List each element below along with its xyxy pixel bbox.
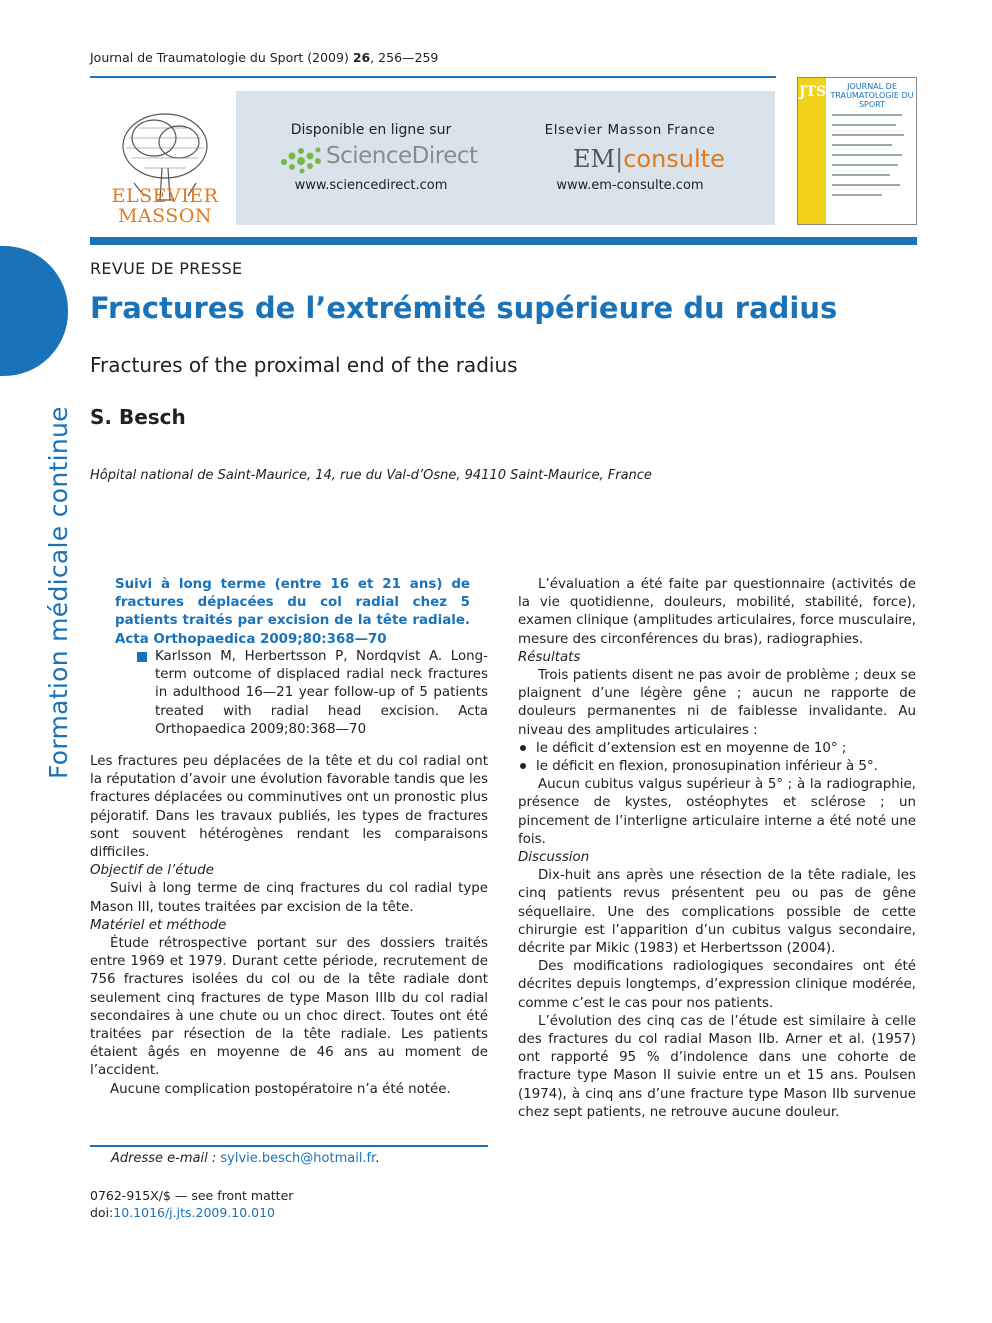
cover-abbrev: JTS: [799, 84, 827, 100]
discussion-heading: Discussion: [518, 850, 590, 866]
side-section-label: Formation médicale continue: [44, 406, 73, 779]
footnote-rule: [90, 1145, 488, 1147]
journal-name: Journal de Traumatologie du Sport (2009): [90, 50, 349, 65]
header-rule: [90, 76, 776, 78]
doi-link[interactable]: 10.1016/j.jts.2009.10.010: [113, 1205, 276, 1220]
bullet-icon: [520, 763, 526, 769]
reviewed-article-heading: Suivi à long terme (entre 16 et 21 ans) de fractures déplacées du col radial chez 5 patients traités par excision de la tête radiale. Acta Orthopaedica 2009;80:368—70: [115, 577, 470, 647]
reviewed-article-reference: Karlsson M, Herbertsson P, Nordqvist A. Long-term outcome of displaced radial neck fractures in adulthood 16—21 year follow-up of 5 patients treated with radial head excision. Acta Orthopaedica 2009;80:368—70: [155, 649, 488, 737]
results-bullet-2: le déficit en flexion, pronosupination inférieur à 5°.: [518, 758, 916, 776]
article-title: Fractures de l’extrémité supérieure du radius: [90, 291, 838, 325]
em-consulte-logo: EM|consulte: [573, 145, 725, 173]
journal-reference: [90, 50, 438, 65]
section-label: REVUE DE PRESSE: [90, 259, 243, 278]
doi-line: doi:10.1016/j.jts.2009.10.010: [90, 1205, 276, 1220]
bullet-icon: [520, 745, 526, 751]
sciencedirect-wordmark: ScienceDirect: [326, 143, 478, 169]
available-online-label: Disponible en ligne sur: [290, 122, 452, 138]
methods-heading: Matériel et méthode: [90, 917, 227, 933]
article-subtitle: Fractures of the proximal end of the radius: [90, 353, 518, 377]
journal-cover-thumbnail: [797, 77, 917, 225]
complications-paragraph: Aucune complication postopératoire n’a été notée.: [110, 1081, 451, 1097]
article-author: S. Besch: [90, 405, 186, 429]
journal-volume: 26: [352, 50, 371, 65]
intro-paragraph: Les fractures peu déplacées de la tête et du col radial ont la réputation d’avoir une évolution favorable tandis que les fractures déplacées ou comminutives ont un pronostic plus péjoratif. Dans les travaux publiés, les types de fractures sont souvent hétérogènes rendant les comparaisons difficiles.: [90, 754, 488, 861]
results-heading: Résultats: [518, 649, 581, 665]
evaluation-paragraph: L’évaluation a été faite par questionnaire (activités de la vie quotidienne, douleurs, mobilité, stabilité, force), examen clinique (amplitudes articulaires, force musculaire, mesure des circonférences du bras), radiographies.: [518, 577, 916, 647]
cover-title: JOURNAL DE TRAUMATOLOGIE DU SPORT: [830, 82, 914, 109]
methods-paragraph: Étude rétrospective portant sur des dossiers traités entre 1969 et 1979. Durant cette période, recrutement de 756 fractures isolées du col ou de la tête radiale dont seulement cinq fractures de type Mason IIIb du col radial secondaires à une chute ou un choc direct. Toutes ont été traitées par résection de la tête radiale. Les patients étaient âgés en moyenne de 46 ans au moment de l’accident.: [90, 936, 488, 1079]
em-publisher-label: Elsevier Masson France: [544, 122, 716, 138]
valgus-paragraph: Aucun cubitus valgus supérieur à 5° ; à la radiographie, présence de kystes, ostéophytes et sclérose ; un pincement de l’interligne articulaire interne a été noté une fois.: [518, 777, 916, 847]
results-bullet-1: le déficit d’extension est en moyenne de 10° ;: [518, 740, 916, 758]
objective-paragraph: Suivi à long terme de cinq fractures du col radial type Mason III, toutes traitées par excision de la tête.: [90, 881, 488, 915]
issn-line: 0762-915X/$ — see front matter: [90, 1188, 294, 1203]
results-paragraph: Trois patients disent ne pas avoir de problème ; deux se plaignent d’une légère gêne ; aucun ne rapporte de douleurs permanentes ni de faiblesse invalidante. Au niveau des amplitudes articulaires :: [518, 668, 916, 738]
sciencedirect-url[interactable]: www.sciencedirect.com: [294, 178, 448, 193]
discussion-paragraph-3: L’évolution des cinq cas de l’étude est similaire à celle des fractures du col radial Mason IIb. Arner et al. (1957) ont rapporté 95 % d’indolence dans une cohorte de fracture type Mason II suivie entre un et 15 ans. Poulsen (1974), à cinq ans d’une fracture type Mason IIb survenue chez sept patients, ne retrouve aucune douleur.: [518, 1013, 916, 1120]
reference-bullet-icon: [137, 652, 147, 662]
author-affiliation: Hôpital national de Saint-Maurice, 14, rue du Val-d’Osne, 94110 Saint-Maurice, France: [90, 468, 652, 483]
elsevier-masson-wordmark: ELSEVIER MASSON: [111, 185, 219, 227]
em-consulte-url[interactable]: www.em-consulte.com: [556, 178, 704, 193]
column-right: [518, 576, 916, 1122]
title-band-rule: [90, 237, 917, 245]
discussion-paragraph-1: Dix-huit ans après une résection de la tête radiale, les cinq patients revus présentent peu ou pas de gêne séquellaire. Une des complications possible de cette chirurgie est l’apparition d’un cubitus valgus secondaire, décrite par Mikic (1983) et Herbertsson (2004).: [518, 868, 916, 957]
side-section-tab: [0, 246, 68, 376]
journal-pages: , 256—259: [370, 50, 439, 65]
column-left: [90, 753, 488, 1099]
discussion-paragraph-2: Des modifications radiologiques secondaires ont été décrites depuis longtemps, d’expression clinique modérée, comme c’est le cas pour nos patients.: [518, 959, 916, 1011]
objective-heading: Objectif de l’étude: [90, 863, 214, 879]
email-link[interactable]: sylvie.besch@hotmail.fr: [220, 1151, 376, 1166]
email-footnote: Adresse e-mail : sylvie.besch@hotmail.fr.: [111, 1151, 380, 1166]
